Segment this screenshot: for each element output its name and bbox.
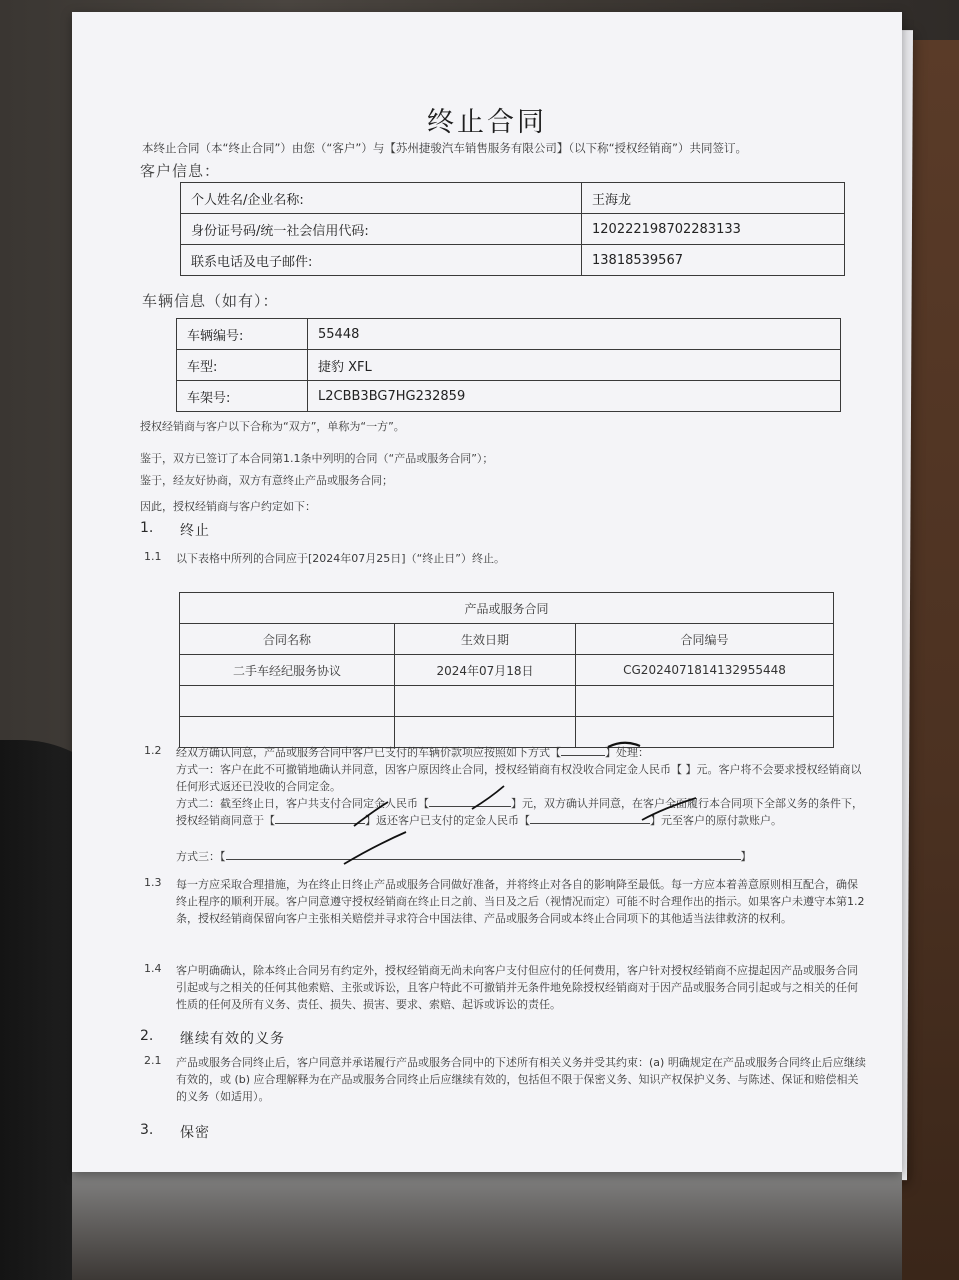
customer-contact-label: 联系电话及电子邮件: — [181, 245, 582, 276]
recital-2: 鉴于，双方已签订了本合同第1.1条中列明的合同（“产品或服务合同”）； — [140, 452, 494, 465]
option-2-part-a: 方式二：截至终止日，客户共支付合同定金人民币【 — [176, 797, 429, 810]
clause-2-1-number: 2.1 — [144, 1054, 162, 1067]
clause-1-4-number: 1.4 — [144, 962, 162, 975]
vehicle-number-value: 55448 — [308, 319, 841, 350]
section-1-title: 终止 — [180, 523, 210, 539]
contracts-table-caption: 产品或服务合同 — [180, 593, 834, 624]
clause-1-2-number: 1.2 — [144, 744, 162, 757]
clause-1-4-text: 客户明确确认，除本终止合同另有约定外，授权经销商无尚未向客户支付但应付的任何费用，客户针对授权经销商不应提起因产品或服务合同引起或与之相关的任何其他索赔、主张或诉讼，且客户特此不可撤销并无条件地免除授权经销商对于因产品或服务合同引起或与之相关的任何性质的任何及所有义务、责任、损失、损害、要求、索赔、起诉或诉讼的责任。 — [176, 964, 858, 1011]
section-2-title: 继续有效的义务 — [180, 1031, 285, 1047]
clause-1-2-lead: 经双方确认同意，产品或服务合同中客户已支付的车辆价款项应按照如下方式【 — [176, 746, 561, 759]
vehicle-number-label: 车辆编号: — [177, 319, 308, 350]
clause-1-3-text: 每一方应采取合理措施，为在终止日终止产品或服务合同做好准备，并将终止对各自的影响降至最低。每一方应本着善意原则相互配合，确保终止程序的顺利开展。客户同意遵守授权经销商在终止日之前、当日及之后（视情况而定）可能不时合理作出的指示。如果客户未遵守本第1.2条，授权经销商保留向客户主张相关赔偿并寻求符合中国法律、产品或服务合同或本终止合同项下的其他适当法律救济的权利。 — [176, 878, 865, 925]
clause-2-1-text: 产品或服务合同终止后，客户同意并承诺履行产品或服务合同中的下述所有相关义务并受其约束：(a) 明确规定在产品或服务合同终止后应继续有效的，或 (b) 应合理解释为在产品或服务合同终止后应继续有效的，包括但不限于保密义务、知识产权保护义务、与陈述、保证和赔偿相关的义务（如适用）。 — [176, 1056, 866, 1103]
handwritten-strike-marks — [72, 12, 902, 1172]
customer-id-label: 身份证号码/统一社会信用代码: — [181, 214, 582, 245]
contract-number-cell: CG2024071814132955448 — [576, 655, 834, 686]
contract-name-cell: 二手车经纪服务协议 — [180, 655, 395, 686]
option-1-text: 方式一：客户在此不可撤销地确认并同意，因客户原因终止合同，授权经销商有权没收合同定金人民币【 】元。客户将不会要求授权经销商以任何形式返还已没收的合同定金。 — [176, 763, 862, 793]
section-2-number: 2. — [140, 1028, 154, 1044]
option-3-part-b: 】 — [740, 850, 752, 863]
handwritten-slash — [354, 802, 388, 826]
recital-1: 授权经销商与客户以下合称为“双方”，单称为“一方”。 — [140, 420, 405, 433]
customer-info-heading: 客户信息： — [140, 162, 221, 180]
customer-contact-value: 13818539567 — [582, 245, 845, 276]
recital-4: 因此，授权经销商与客户约定如下： — [140, 500, 316, 513]
option-2-part-c: 】返还客户已支付的定金人民币【 — [365, 814, 530, 827]
customer-name-label: 个人姓名/企业名称: — [181, 183, 582, 214]
effective-date-cell: 2024年07月18日 — [395, 655, 576, 686]
vehicle-model-value: 捷豹 XFL — [308, 350, 841, 381]
vin-value: L2CBB3BG7HG232859 — [308, 381, 841, 412]
clause-1-2-tail: 】处理： — [605, 746, 649, 759]
handwritten-slash — [642, 798, 696, 820]
vehicle-model-label: 车型: — [177, 350, 308, 381]
clause-1-3-number: 1.3 — [144, 876, 162, 889]
column-header-effective-date: 生效日期 — [395, 624, 576, 655]
customer-name-value: 王海龙 — [582, 183, 845, 214]
recital-3: 鉴于，经友好协商，双方有意终止产品或服务合同； — [140, 474, 393, 487]
column-header-contract-name: 合同名称 — [180, 624, 395, 655]
clause-1-1-text: 以下表格中所列的合同应于[2024年07月25日]（“终止日”）终止。 — [176, 552, 505, 565]
document-title: 终止合同 — [427, 107, 547, 138]
vehicle-info-heading: 车辆信息（如有）： — [142, 292, 279, 310]
option-2-part-b: 】元，双方确认并同意，在客户全面履行本合同项下全部义务的条件下，授权经销商同意于【 — [176, 797, 863, 827]
vin-label: 车架号: — [177, 381, 308, 412]
section-3-title: 保密 — [180, 1125, 210, 1141]
column-header-contract-number: 合同编号 — [576, 624, 834, 655]
customer-id-value: 120222198702283133 — [582, 214, 845, 245]
handwritten-slash — [344, 832, 406, 864]
section-3-number: 3. — [140, 1122, 154, 1138]
paper-bottom-shadow — [72, 1160, 902, 1280]
contract-page — [72, 12, 902, 1172]
option-3-part-a: 方式三：【 — [176, 850, 226, 863]
section-1-number: 1. — [140, 520, 154, 536]
clause-1-1-number: 1.1 — [144, 550, 162, 563]
handwritten-dash — [608, 743, 640, 747]
handwritten-slash — [472, 786, 504, 809]
option-2-part-d: 】元至客户的原付款账户。 — [650, 814, 782, 827]
intro-paragraph: 本终止合同（本“终止合同”）由您（“客户”）与【苏州捷骏汽车销售服务有限公司】（以下称“授权经销商”）共同签订。 — [142, 141, 747, 155]
